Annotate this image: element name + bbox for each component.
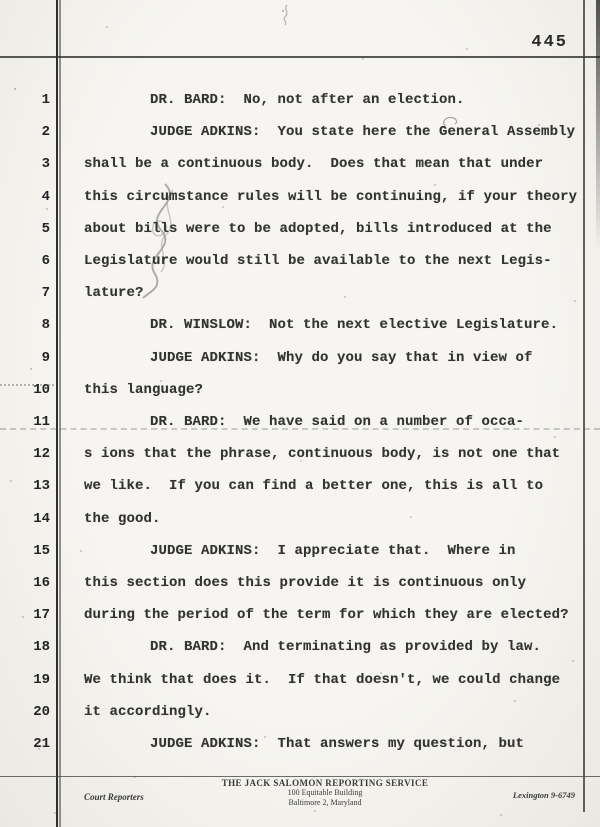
line-text: shall be a continuous body. Does that mean that under [84, 156, 544, 173]
transcript-line [0, 446, 600, 466]
transcript-line [0, 189, 600, 209]
footer-phone-number: Lexington 9-6749 [512, 790, 575, 800]
footer-reporting-service-block [175, 778, 475, 808]
line-number: 6 [41, 253, 50, 269]
transcript-line [0, 672, 600, 692]
line-number: 10 [33, 381, 50, 398]
footer-address-line1: 100 Equitable Building [287, 788, 363, 797]
line-number: 15 [33, 542, 50, 559]
line-text: s ions that the phrase, continuous body, is not one that [84, 446, 561, 463]
line-number: 11 [33, 414, 50, 430]
line-text: JUDGE ADKINS: That answers my question, but [150, 736, 525, 752]
line-text: JUDGE ADKINS: I appreciate that. Where in [150, 542, 516, 559]
line-text: DR. BARD: We have said on a number of occa- [150, 414, 525, 430]
footer-court-reporters-label: Court Reporters [84, 792, 144, 802]
line-number: 3 [41, 156, 50, 173]
line-text: this circumstance rules will be continuing, if your theory [84, 188, 578, 205]
line-text: JUDGE ADKINS: Why do you say that in view of [150, 349, 533, 366]
line-number: 5 [41, 220, 50, 237]
line-text: JUDGE ADKINS: You state here the General Assembly [150, 124, 576, 141]
footer-address-line2: Baltimore 2, Maryland [288, 798, 362, 807]
transcript-line [0, 350, 600, 370]
transcript-line [0, 639, 600, 659]
transcript-line [0, 221, 600, 241]
line-text: Legislature would still be available to the next Legis- [84, 253, 552, 269]
line-text: DR. BARD: And terminating as provided by law. [150, 639, 542, 656]
line-number: 8 [41, 317, 50, 334]
line-number: 1 [41, 92, 50, 108]
transcript-line [0, 478, 600, 498]
line-text: it accordingly. [84, 703, 212, 720]
line-number: 18 [33, 639, 50, 656]
line-text: during the period of the term for which they are elected? [84, 607, 569, 624]
footer-rule [0, 776, 600, 777]
line-text: this section does this provide it is continuous only [84, 575, 527, 591]
line-text: the good. [84, 510, 161, 527]
line-number: 20 [33, 703, 50, 720]
transcript-line [0, 736, 600, 756]
line-number: 16 [33, 575, 50, 591]
transcript-line [0, 607, 600, 627]
transcript-line [0, 253, 600, 273]
transcript-line [0, 382, 600, 402]
line-number: 7 [41, 285, 50, 302]
line-number: 13 [33, 478, 50, 495]
line-number: 4 [41, 188, 50, 205]
transcript-line [0, 156, 600, 176]
line-text: DR. WINSLOW: Not the next elective Legislature. [150, 317, 559, 334]
line-number: 21 [33, 736, 50, 752]
line-text: this language? [84, 381, 204, 398]
line-number: 9 [41, 349, 50, 366]
line-number: 19 [33, 671, 50, 688]
transcript-line [0, 704, 600, 724]
transcript-line [0, 575, 600, 595]
line-text: we like. If you can find a better one, this is all to [84, 478, 544, 495]
transcript-line [0, 414, 600, 434]
line-number: 17 [33, 607, 50, 624]
footer-service-name: THE JACK SALOMON REPORTING SERVICE [221, 778, 429, 788]
transcript-line [0, 124, 600, 144]
line-text: We think that does it. If that doesn't, we could change [84, 671, 561, 688]
transcript-line [0, 317, 600, 337]
line-text: about bills were to be adopted, bills introduced at the [84, 220, 552, 237]
transcript-line [0, 543, 600, 563]
transcript-line [0, 92, 600, 112]
page-number: 445 [531, 33, 568, 52]
transcript-line [0, 511, 600, 531]
line-number: 2 [41, 124, 50, 141]
transcript-line [0, 285, 600, 305]
line-number: 12 [33, 446, 50, 463]
line-text: lature? [84, 285, 144, 302]
line-number: 14 [33, 510, 50, 527]
line-text: DR. BARD: No, not after an election. [150, 92, 465, 108]
